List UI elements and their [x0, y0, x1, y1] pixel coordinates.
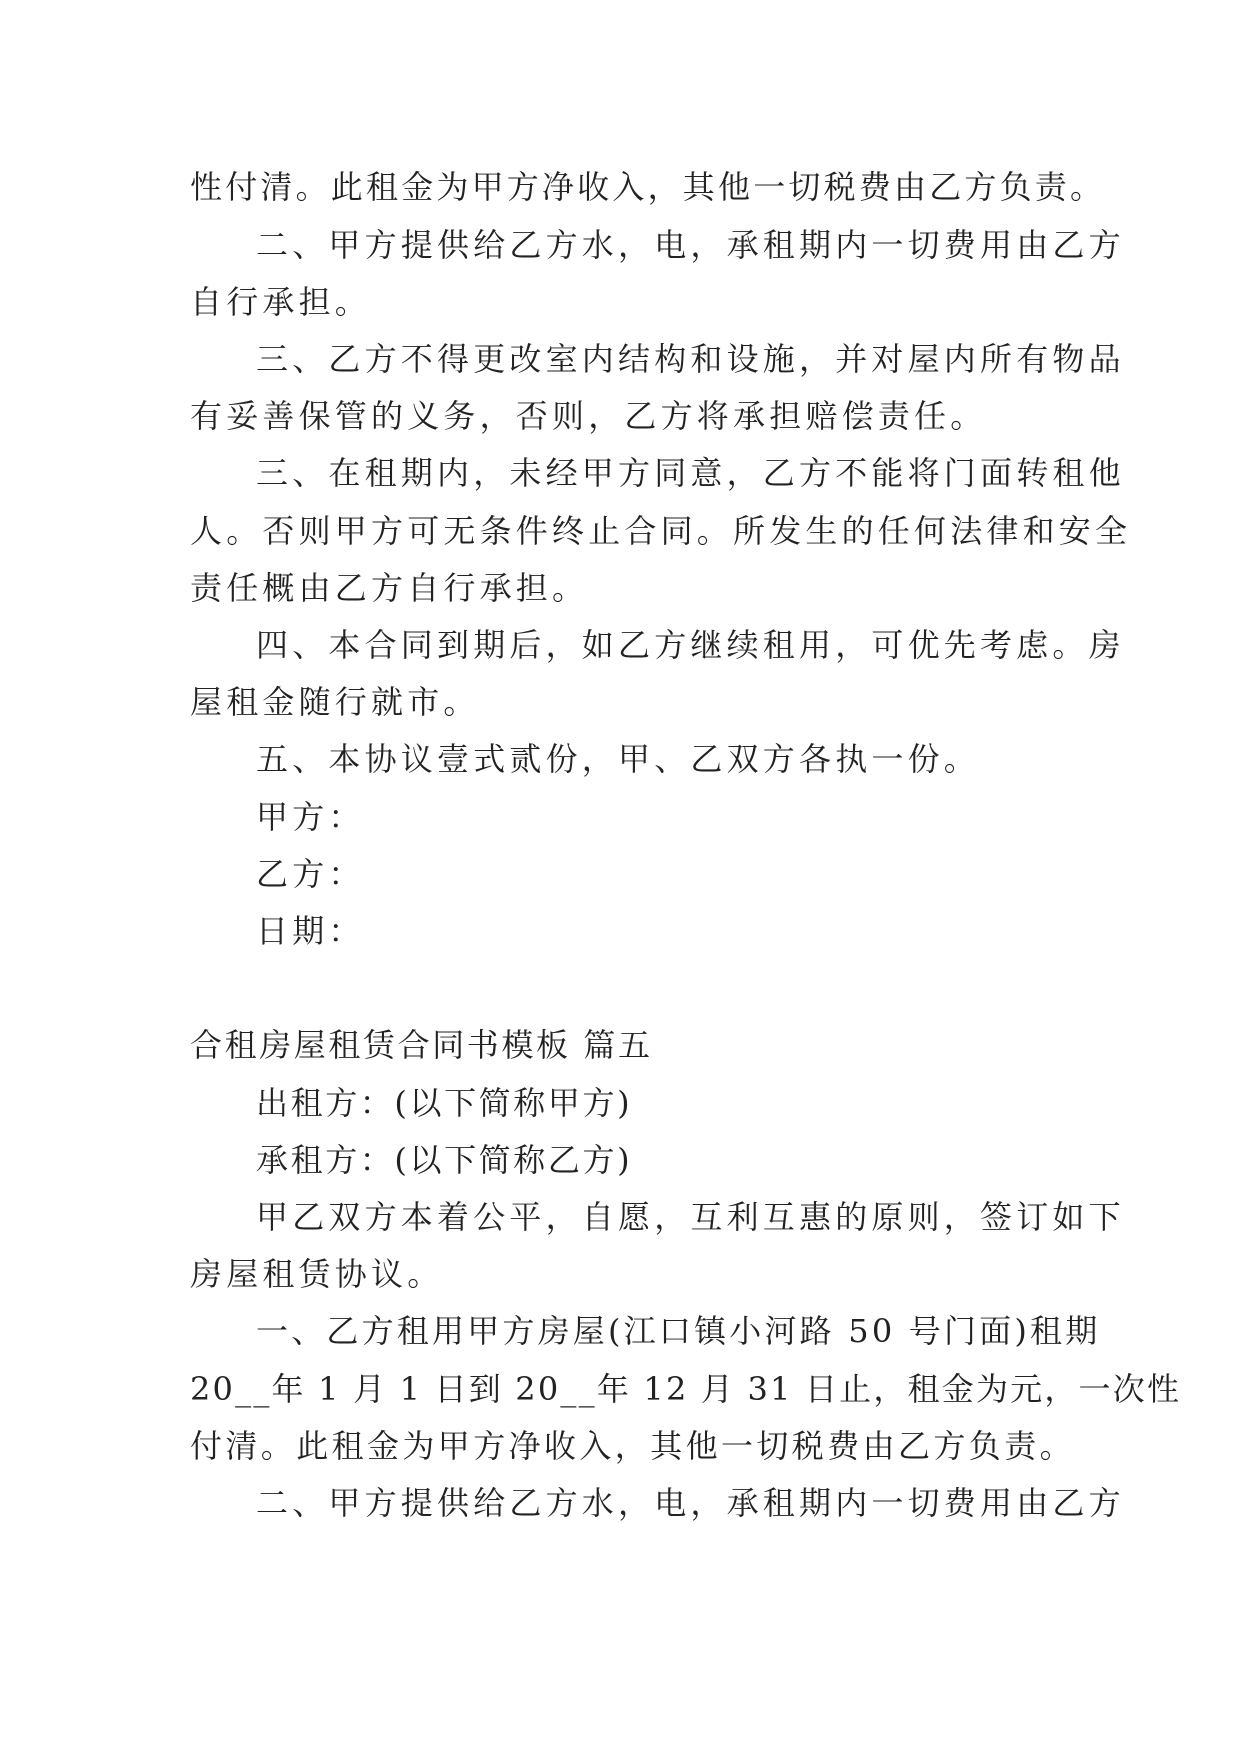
intro-line: 甲乙双方本着公平，自愿，互利互惠的原则，签订如下 [256, 1198, 1125, 1236]
clause-5-line: 五、本协议壹式贰份，甲、乙双方各执一份。 [256, 740, 981, 778]
body-text-line: 有妥善保管的义务，否则，乙方将承担赔偿责任。 [190, 397, 987, 435]
clause-3-line: 三、乙方不得更改室内结构和设施，并对屋内所有物品 [256, 340, 1125, 378]
body-text-line: 性付清。此租金为甲方净收入，其他一切税费由乙方负责。 [190, 168, 1106, 206]
clause-2-line: 二、甲方提供给乙方水，电，承租期内一切费用由乙方 [256, 1484, 1125, 1522]
lessor-line: 出租方：(以下简称甲方) [256, 1084, 633, 1122]
body-text-line: 自行承担。 [190, 283, 372, 321]
clause-2-line: 二、甲方提供给乙方水，电，承租期内一切费用由乙方 [256, 226, 1125, 264]
body-text-line: 责任概由乙方自行承担。 [190, 569, 589, 607]
lessee-line: 承租方：(以下简称乙方) [256, 1141, 633, 1179]
section-heading: 合租房屋租赁合同书模板 篇五 [190, 1026, 653, 1064]
date-label: 日期： [256, 912, 365, 950]
body-text-line: 屋租金随行就市。 [190, 683, 480, 721]
clause-1-line: 一、乙方租用甲方房屋(江口镇小河路 50 号门面)租期 [256, 1312, 1101, 1350]
body-text-line: 20__年 1 月 1 日到 20__年 12 月 31 日止，租金为元，一次性 [190, 1370, 1182, 1408]
body-text-line: 房屋租赁协议。 [190, 1255, 444, 1293]
body-text-line: 人。否则甲方可无条件终止合同。所发生的任何法律和安全 [190, 512, 1132, 550]
party-a-signature-label: 甲方： [256, 798, 365, 836]
clause-4-line: 四、本合同到期后，如乙方继续租用，可优先考虑。房 [256, 626, 1125, 664]
body-text-line: 付清。此租金为甲方净收入，其他一切税费由乙方负责。 [190, 1427, 1076, 1465]
clause-3b-line: 三、在租期内，未经甲方同意，乙方不能将门面转租他 [256, 454, 1125, 492]
party-b-signature-label: 乙方： [256, 855, 365, 893]
